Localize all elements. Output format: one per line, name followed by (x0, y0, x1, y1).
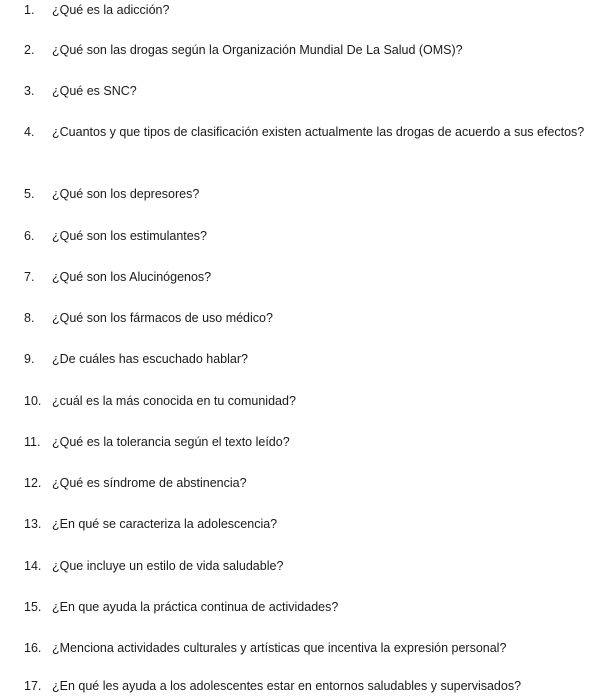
question-number: 8. (24, 311, 35, 325)
question-number: 16. (24, 641, 42, 655)
question-text: ¿En qué se caracteriza la adolescencia? (52, 517, 278, 531)
question-number: 14. (24, 559, 42, 573)
question-number: 3. (24, 84, 35, 98)
question-text: ¿Qué son las drogas según la Organización Mundial De La Salud (OMS)? (52, 43, 463, 57)
question-text: ¿De cuáles has escuchado hablar? (52, 352, 248, 366)
question-text: ¿Que incluye un estilo de vida saludable? (52, 559, 284, 573)
question-text: ¿Menciona actividades culturales y artísticas que incentiva la expresión personal? (52, 641, 507, 655)
question-number: 2. (24, 43, 35, 57)
question-text: ¿Qué es la adicción? (52, 3, 170, 17)
question-item (0, 122, 600, 164)
question-number: 7. (24, 270, 35, 284)
question-number: 13. (24, 517, 42, 531)
question-text: ¿Qué son los fármacos de uso médico? (52, 311, 273, 325)
question-text: ¿cuál es la más conocida en tu comunidad? (52, 394, 296, 408)
question-number: 11. (24, 435, 41, 449)
question-text: ¿En que ayuda la práctica continua de actividades? (52, 600, 339, 614)
question-text: ¿Cuantos y que tipos de clasificación existen actualmente las drogas de acuerdo a sus efectos? (52, 125, 585, 139)
question-text: ¿Qué es la tolerancia según el texto leído? (52, 435, 290, 449)
question-number: 4. (24, 125, 35, 139)
question-text: ¿Qué son los Alucinógenos? (52, 270, 212, 284)
question-text: ¿Qué son los estimulantes? (52, 229, 207, 243)
question-number: 15. (24, 600, 42, 614)
question-text: ¿Qué son los depresores? (52, 187, 200, 201)
question-number: 9. (24, 352, 35, 366)
question-number: 17. (24, 679, 42, 693)
question-number: 10. (24, 394, 42, 408)
question-text: ¿Qué es SNC? (52, 84, 137, 98)
question-text: ¿Qué es síndrome de abstinencia? (52, 476, 247, 490)
question-number: 6. (24, 229, 35, 243)
question-number: 1. (24, 3, 35, 17)
question-text: ¿En qué les ayuda a los adolescentes estar en entornos saludables y supervisados? (52, 679, 522, 693)
question-number: 12. (24, 476, 42, 490)
question-number: 5. (24, 187, 35, 201)
